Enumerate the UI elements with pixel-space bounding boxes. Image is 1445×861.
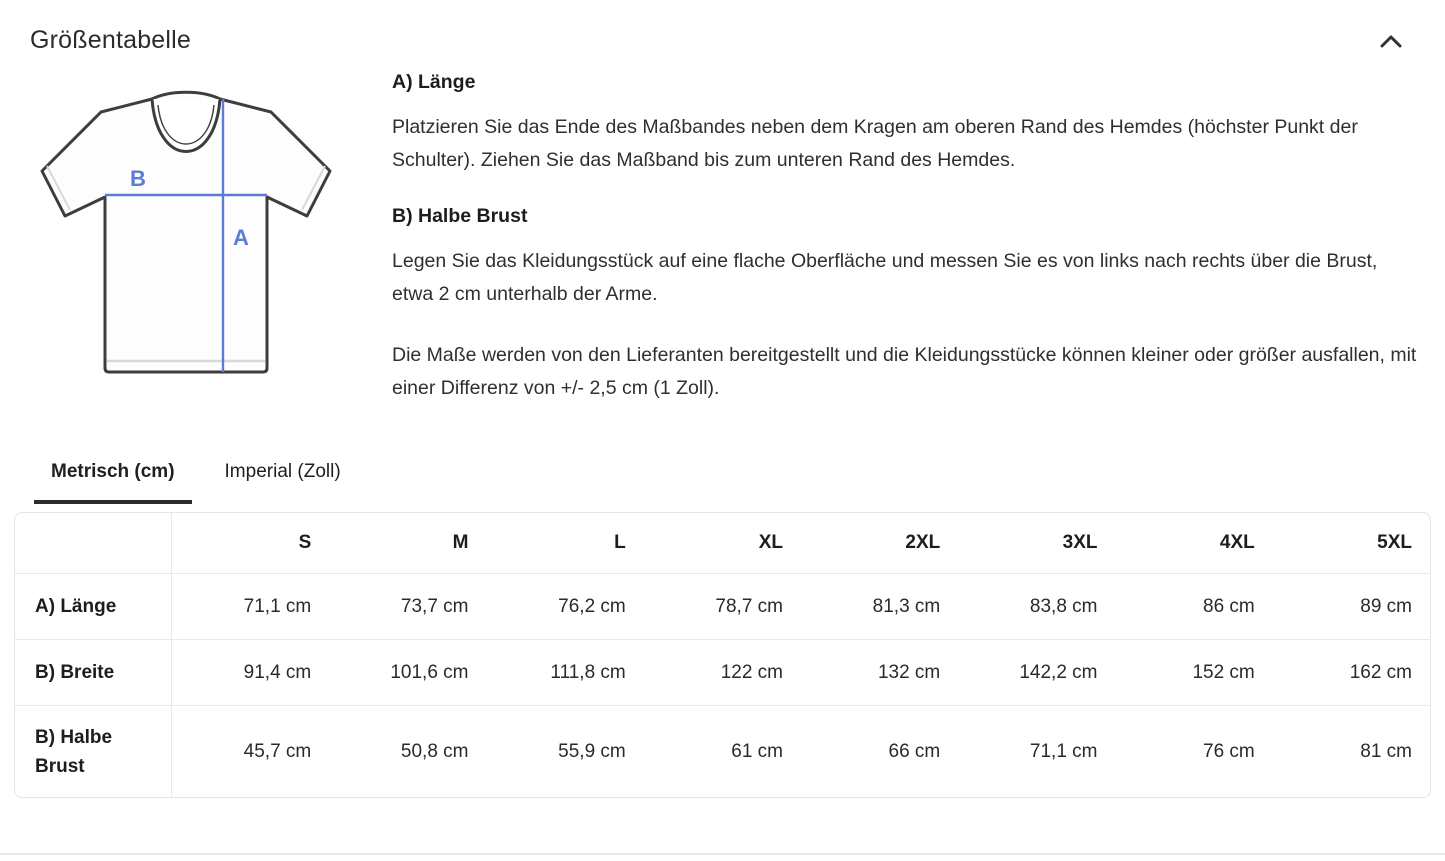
row-label: B) Halbe Brust bbox=[15, 705, 172, 797]
table-corner-cell bbox=[15, 513, 172, 573]
measurement-cell: 66 cm bbox=[801, 705, 958, 797]
table-row bbox=[15, 573, 1430, 639]
instruction-body-b: Legen Sie das Kleidungsstück auf eine flache Oberfläche und messen Sie es von links nach rechts über die Brust, etwa 2 cm unterhalb der Arme. bbox=[392, 250, 1378, 305]
measure-section bbox=[0, 69, 1445, 405]
row-label: A) Länge bbox=[15, 573, 172, 639]
measurement-cell: 76 cm bbox=[1116, 705, 1273, 797]
column-header-2xl: 2XL bbox=[905, 532, 941, 553]
column-header-4xl: 4XL bbox=[1219, 532, 1255, 553]
measurement-cell: 86 cm bbox=[1116, 573, 1273, 639]
table-row bbox=[15, 705, 1430, 797]
size-table-header-row bbox=[15, 513, 1430, 573]
measurement-cell: 73,7 cm bbox=[329, 573, 486, 639]
tab-metric[interactable]: Metrisch (cm) bbox=[34, 449, 192, 504]
size-table-wrap bbox=[0, 512, 1445, 798]
measurement-cell: 101,6 cm bbox=[329, 639, 486, 705]
unit-tabs bbox=[0, 449, 1445, 504]
measurement-cell: 122 cm bbox=[644, 639, 801, 705]
column-header-xl: XL bbox=[758, 532, 783, 553]
measure-label-a: A bbox=[233, 225, 249, 250]
measurement-cell: 76,2 cm bbox=[487, 573, 644, 639]
measurement-cell: 61 cm bbox=[644, 705, 801, 797]
measurement-cell: 78,7 cm bbox=[644, 573, 801, 639]
column-header-l: L bbox=[614, 532, 626, 553]
measurement-cell: 45,7 cm bbox=[172, 705, 329, 797]
column-header-s: S bbox=[298, 532, 312, 553]
size-table bbox=[14, 512, 1431, 798]
measurement-cell: 50,8 cm bbox=[329, 705, 486, 797]
column-header-3xl: 3XL bbox=[1062, 532, 1098, 553]
measurement-cell: 81,3 cm bbox=[801, 573, 958, 639]
page-title: Größentabelle bbox=[30, 26, 192, 54]
measurement-cell: 55,9 cm bbox=[487, 705, 644, 797]
tab-imperial[interactable]: Imperial (Zoll) bbox=[208, 449, 358, 504]
measurement-cell: 142,2 cm bbox=[958, 639, 1115, 705]
measurement-cell: 71,1 cm bbox=[958, 705, 1115, 797]
tshirt-measurement-illustration bbox=[30, 69, 342, 389]
measurement-cell: 111,8 cm bbox=[487, 639, 644, 705]
measurement-cell: 83,8 cm bbox=[958, 573, 1115, 639]
tolerance-note: Die Maße werden von den Lieferanten bereitgestellt und die Kleidungsstücke können kleiner oder größer ausfallen, mit einer Differenz von +/- 2,5 cm (1 Zoll). bbox=[392, 344, 1417, 399]
table-row bbox=[15, 639, 1430, 705]
measure-label-b: B bbox=[130, 166, 146, 191]
measurement-cell: 81 cm bbox=[1273, 705, 1430, 797]
column-header-m: M bbox=[452, 532, 469, 553]
measurement-cell: 71,1 cm bbox=[172, 573, 329, 639]
measurement-cell: 89 cm bbox=[1273, 573, 1430, 639]
instruction-heading-a: A) Länge bbox=[392, 71, 476, 93]
measurement-cell: 132 cm bbox=[801, 639, 958, 705]
panel-header bbox=[0, 0, 1445, 55]
measurement-cell: 162 cm bbox=[1273, 639, 1430, 705]
column-header-5xl: 5XL bbox=[1377, 532, 1412, 553]
instruction-heading-b: B) Halbe Brust bbox=[392, 205, 528, 227]
section-divider bbox=[0, 853, 1445, 855]
measurement-instructions bbox=[392, 69, 1419, 405]
chevron-up-icon bbox=[1379, 36, 1403, 51]
measurement-cell: 152 cm bbox=[1116, 639, 1273, 705]
measurement-cell: 91,4 cm bbox=[172, 639, 329, 705]
row-label: B) Breite bbox=[15, 639, 172, 705]
instruction-body-a: Platzieren Sie das Ende des Maßbandes neben dem Kragen am oberen Rand des Hemdes (höchster Punkt der Schulter). Ziehen Sie das Maßband bis zum unteren Rand des Hemdes. bbox=[392, 116, 1358, 171]
collapse-section-button[interactable] bbox=[1373, 28, 1409, 54]
tshirt-diagram bbox=[30, 69, 342, 394]
